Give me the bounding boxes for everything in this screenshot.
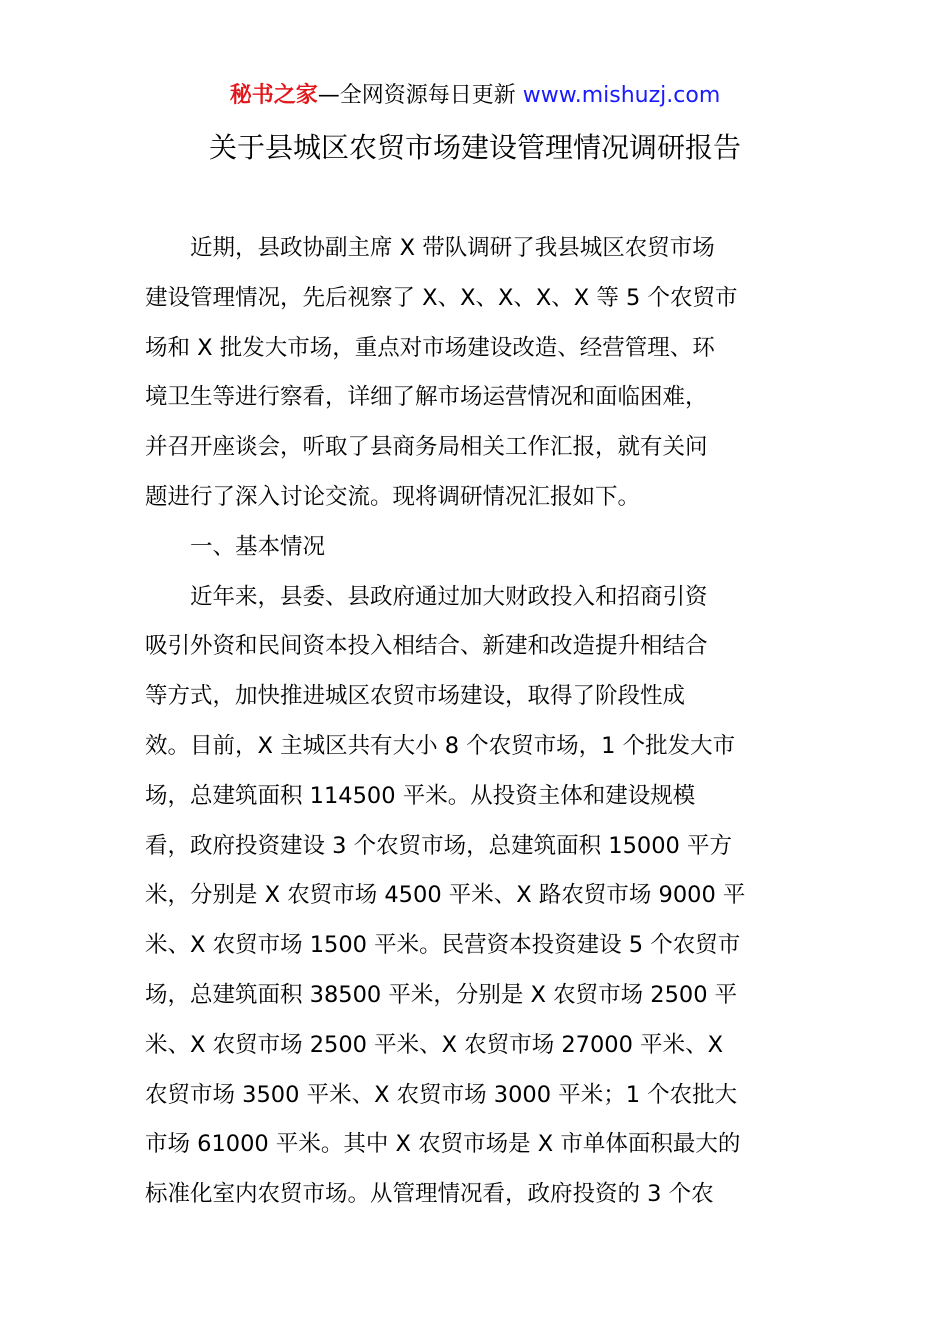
text-line: 境卫生等进行察看，详细了解市场运营情况和面临困难， <box>145 384 708 411</box>
site-brand: 秘书之家 <box>229 83 318 108</box>
document-body <box>145 224 810 1220</box>
text-line: 建设管理情况，先后视察了 X、X、X、X、X 等 5 个农贸市 <box>145 284 738 311</box>
text-line: 题进行了深入讨论交流。现将调研情况汇报如下。 <box>145 483 641 510</box>
text-line: 近年来，县委、县政府通过加大财政投入和招商引资 <box>190 583 708 610</box>
text-line: 近期，县政协副主席 X 带队调研了我县城区农贸市场 <box>190 235 715 261</box>
text-line: 一、基本情况 <box>190 533 326 560</box>
text-line: 米，分别是 X 农贸市场 4500 平米、X 路农贸市场 9000 平 <box>145 882 746 909</box>
site-tagline: —全网资源每日更新 <box>317 83 523 108</box>
text-line: 米、X 农贸市场 2500 平米、X 农贸市场 27000 平米、X <box>145 1031 723 1058</box>
text-line: 场和 X 批发大市场，重点对市场建设改造、经营管理、环 <box>145 334 715 361</box>
text-line: 吸引外资和民间资本投入相结合、新建和改造提升相结合 <box>145 633 708 660</box>
text-line: 等方式，加快推进城区农贸市场建设，取得了阶段性成 <box>145 683 686 710</box>
text-line: 效。目前，X 主城区共有大小 8 个农贸市场，1 个批发大市 <box>145 732 736 759</box>
text-line: 米、X 农贸市场 1500 平米。民营资本投资建设 5 个农贸市 <box>145 932 741 959</box>
text-line: 市场 61000 平米。其中 X 农贸市场是 X 市单体面积最大的 <box>145 1131 741 1158</box>
text-line: 农贸市场 3500 平米、X 农贸市场 3000 平米；1 个农批大 <box>145 1081 738 1108</box>
site-header <box>0 80 950 112</box>
text-line: 看，政府投资建设 3 个农贸市场，总建筑面积 15000 平方 <box>145 832 733 859</box>
document-title: 关于县城区农贸市场建设管理情况调研报告 <box>208 131 741 164</box>
text-line: 并召开座谈会，听取了县商务局相关工作汇报，就有关问 <box>145 434 708 461</box>
text-line: 标准化室内农贸市场。从管理情况看，政府投资的 3 个农 <box>145 1181 714 1208</box>
text-line: 场，总建筑面积 38500 平米，分别是 X 农贸市场 2500 平 <box>145 981 738 1008</box>
text-line: 场，总建筑面积 114500 平米。从投资主体和建设规模 <box>145 782 696 809</box>
site-url-link[interactable]: www.mishuzj.com <box>522 83 721 108</box>
